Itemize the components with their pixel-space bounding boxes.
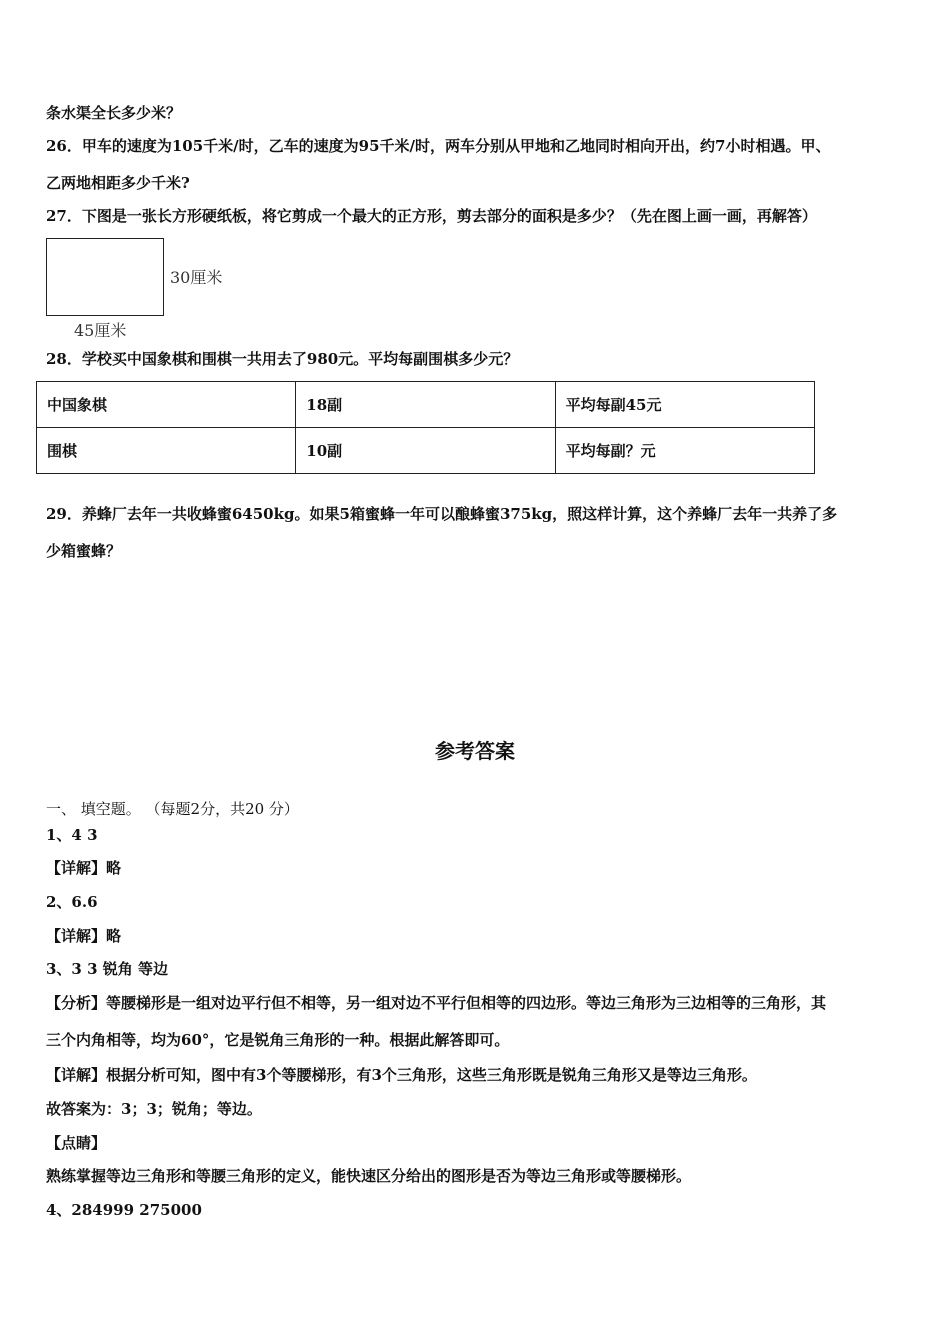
answer-3-analysis-1: 【分析】等腰梯形是一组对边平行但不相等，另一组对边不平行但相等的四边形。等边三角形为三边相等的三角形，其 (46, 994, 827, 1012)
q28-text: 28．学校买中国象棋和围棋一共用去了980元。平均每副围棋多少元？ (46, 350, 519, 368)
answer-2-detail: 【详解】略 (46, 927, 122, 945)
section-title: 一、 填空题。 （每题2分，共20 分） (46, 800, 299, 818)
answer-2: 2、6.6 (46, 893, 98, 911)
cardboard-rectangle (46, 238, 164, 316)
rect-width-label: 30厘米 (170, 268, 223, 287)
answer-4: 4、284999 275000 (46, 1201, 202, 1219)
q26-line2: 乙两地相距多少千米? (46, 174, 190, 192)
rect-length-label: 45厘米 (74, 321, 127, 340)
q26-line1: 26．甲车的速度为105千米/时，乙车的速度为95千米/时，两车分别从甲地和乙地同时相向开出，约7小时相遇。甲、 (46, 137, 831, 155)
answer-3-detail: 【详解】根据分析可知，图中有3个等腰梯形，有3个三角形，这些三角形既是锐角三角形又是等边三角形。 (46, 1066, 757, 1084)
q29-line1: 29．养蜂厂去年一共收蜂蜜6450kg。如果5箱蜜蜂一年可以酿蜂蜜375kg，照这样计算，这个养蜂厂去年一共养了多 (46, 505, 838, 523)
answer-3-analysis-2: 三个内角相等，均为60°，它是锐角三角形的一种。根据此解答即可。 (46, 1031, 510, 1049)
table-cell: 中国象棋 (37, 382, 296, 428)
table-cell: 围棋 (37, 428, 296, 474)
answer-3-tip-label: 【点睛】 (46, 1134, 107, 1152)
answers-heading: 参考答案 (435, 739, 515, 763)
answer-1-detail: 【详解】略 (46, 859, 122, 877)
table-cell: 平均每副45元 (555, 382, 814, 428)
q27-text: 27．下图是一张长方形硬纸板，将它剪成一个最大的正方形，剪去部分的面积是多少？（先在图上画一画，再解答） (46, 207, 817, 225)
purchase-table (36, 381, 815, 474)
table-row (37, 428, 815, 474)
table-row (37, 382, 815, 428)
table-cell: 平均每副？元 (555, 428, 814, 474)
table-cell: 18副 (296, 382, 555, 428)
q29-line2: 少箱蜜蜂？ (46, 542, 122, 560)
answer-3-final: 故答案为：3；3；锐角；等边。 (46, 1100, 262, 1118)
answer-3: 3、3 3 锐角 等边 (46, 960, 168, 978)
table-cell: 10副 (296, 428, 555, 474)
answer-3-tip: 熟练掌握等边三角形和等腰三角形的定义，能快速区分给出的图形是否为等边三角形或等腰梯形。 (46, 1167, 692, 1185)
q25-tail: 条水渠全长多少米？ (46, 104, 182, 122)
answer-1: 1、4 3 (46, 826, 98, 844)
